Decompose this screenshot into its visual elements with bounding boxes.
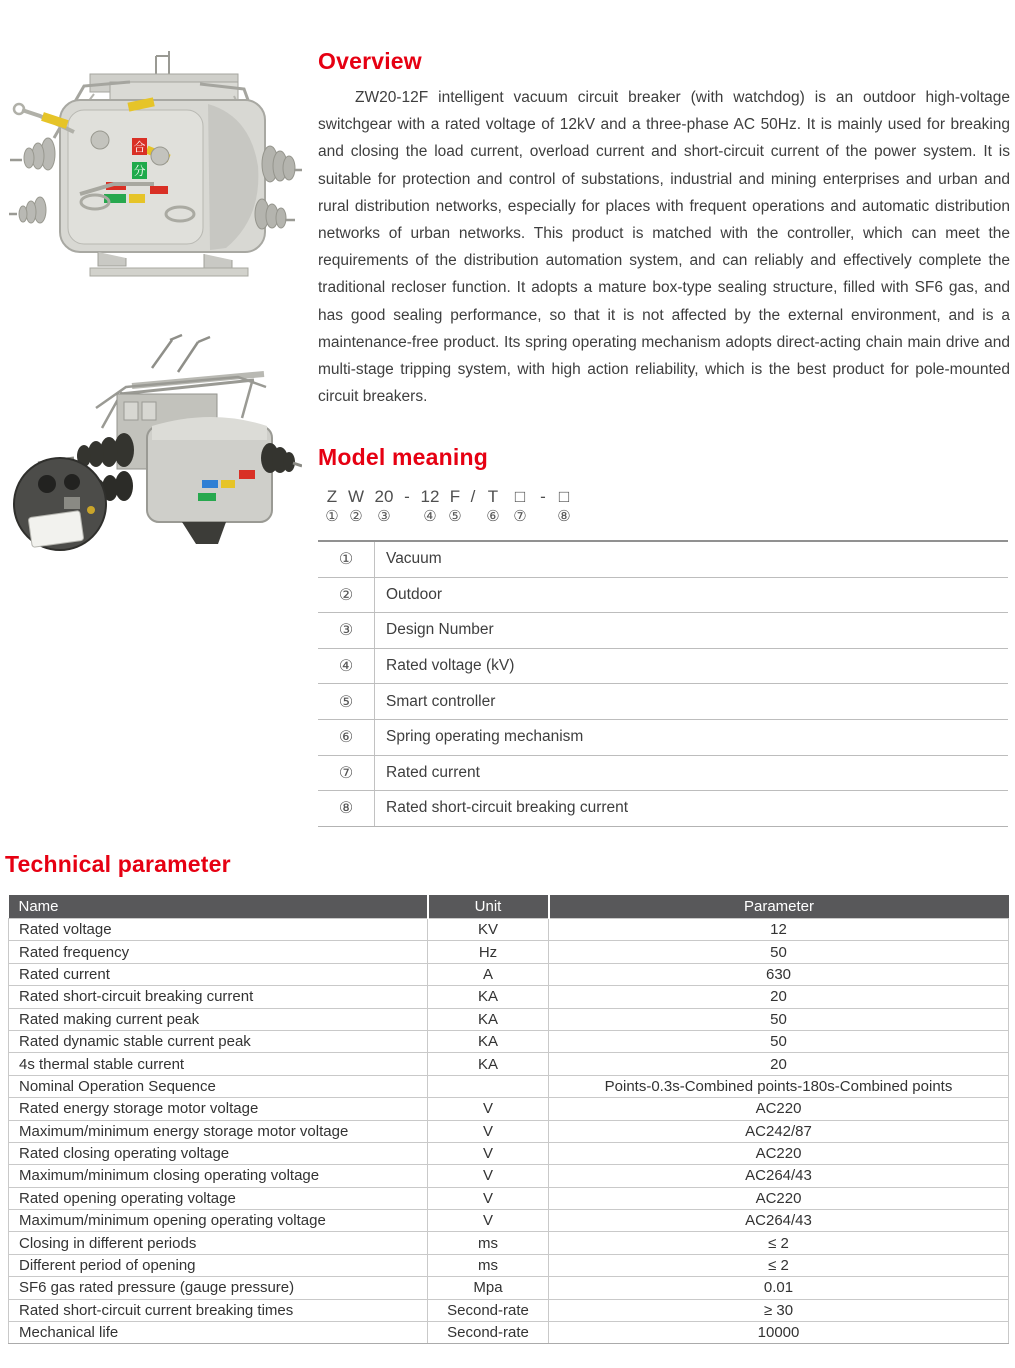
model-row-label: Spring operating mechanism [386, 728, 584, 746]
tech-table-row [9, 1098, 1009, 1120]
model-code-slot [415, 487, 445, 525]
tech-cell-unit: Second-rate [428, 1322, 549, 1344]
model-code-slot [505, 487, 535, 525]
model-code-char: - [404, 487, 410, 506]
model-meaning-row [318, 756, 1008, 792]
tech-cell-name: Rated short-circuit current breaking times [9, 1299, 428, 1321]
model-row-label: Rated short-circuit breaking current [386, 799, 629, 817]
model-code-char: F [449, 487, 461, 506]
tech-cell-unit: V [428, 1187, 549, 1209]
model-row-label: Design Number [386, 621, 494, 639]
tech-cell-unit: ms [428, 1232, 549, 1254]
tech-cell-parameter: 630 [549, 963, 1009, 985]
tech-table-row [9, 1075, 1009, 1097]
tech-cell-parameter: AC264/43 [549, 1165, 1009, 1187]
tech-table-row [9, 963, 1009, 985]
tech-cell-unit: V [428, 1210, 549, 1232]
overview-paragraph: ZW20-12F intelligent vacuum circuit breaker (with watchdog) is an outdoor high-voltage switchgear with a rated voltage of 12kV and a three-phase AC 50Hz. It is mainly used for breaking and closing the load current, overload current and short-circuit current of the power system. It is suitable for protection and control of substations, industrial and mining enterprises and urban and rural distribution networks, especially for places with frequent operations and automatic distribution networks of urban networks. This product is matched with the controller, which can meet the requirements of the distribution automation system, and can reliably and effectively complete the traditional recloser function. It adopts a mature box-type sealing structure, filled with SF6 gas, and has good sealing performance, so that it is not affected by the external environment, and is a maintenance-free product. Its spring operating mechanism adopts direct-acting chain main drive and multi-stage tripping system, with high action reliability, which is the best product for pole-mounted circuit breakers. [318, 89, 1010, 406]
model-row-number: ⑦ [318, 756, 375, 791]
tech-cell-parameter: 12 [549, 919, 1009, 941]
tech-cell-parameter: 0.01 [549, 1277, 1009, 1299]
tech-cell-parameter: AC220 [549, 1187, 1009, 1209]
tech-column-parameter: Parameter [549, 895, 1009, 919]
tech-table-header-row [9, 895, 1009, 919]
tech-table-row [9, 986, 1009, 1008]
model-meaning-row [318, 684, 1008, 720]
tech-cell-unit: V [428, 1120, 549, 1142]
tech-cell-parameter: 20 [549, 986, 1009, 1008]
tech-table-row [9, 1008, 1009, 1030]
tech-table-row [9, 1030, 1009, 1052]
tech-table-row [9, 1322, 1009, 1344]
model-row-label: Outdoor [386, 585, 443, 603]
tech-cell-name: Rated energy storage motor voltage [9, 1098, 428, 1120]
model-row-number: ⑥ [318, 720, 375, 755]
tech-cell-name: Different period of opening [9, 1254, 428, 1276]
breaker-controller-illustration [2, 330, 302, 568]
product-photo-breaker-front [8, 42, 303, 317]
model-code-slot [481, 487, 505, 525]
tech-cell-parameter: Points-0.3s-Combined points-180s-Combined points [549, 1075, 1009, 1097]
tech-cell-name: Closing in different periods [9, 1232, 428, 1254]
model-code-char: □ [558, 487, 570, 506]
tech-cell-parameter: 50 [549, 941, 1009, 963]
tech-table-row [9, 941, 1009, 963]
tech-table-row [9, 1142, 1009, 1164]
tech-cell-name: Rated opening operating voltage [9, 1187, 428, 1209]
tech-table-row [9, 1210, 1009, 1232]
tech-table-row [9, 1187, 1009, 1209]
tech-table-row [9, 1254, 1009, 1276]
tech-table-row [9, 1053, 1009, 1075]
technical-parameter-table [8, 895, 1009, 1344]
model-row-label: Smart controller [386, 692, 496, 710]
model-code-number: ③ [377, 508, 391, 525]
model-code-slot [535, 487, 551, 509]
tech-cell-parameter: 10000 [549, 1322, 1009, 1344]
tech-table-row [9, 1120, 1009, 1142]
model-code-slot [321, 487, 343, 525]
model-row-number: ① [318, 542, 375, 577]
model-meaning-row [318, 720, 1008, 756]
model-meaning-table [318, 540, 1008, 827]
tech-cell-name: Mechanical life [9, 1322, 428, 1344]
tech-cell-name: Rated closing operating voltage [9, 1142, 428, 1164]
tech-cell-name: Rated making current peak [9, 1008, 428, 1030]
model-meaning-row [318, 791, 1008, 826]
tech-cell-parameter: AC220 [549, 1098, 1009, 1120]
tech-cell-name: Rated voltage [9, 919, 428, 941]
model-code-slot [399, 487, 415, 509]
model-code-number: ① [325, 508, 339, 525]
model-row-number: ② [318, 578, 375, 613]
tech-cell-parameter: 20 [549, 1053, 1009, 1075]
product-photo-breaker-with-controller [2, 330, 302, 568]
model-code-slot [551, 487, 577, 525]
model-code-char: - [540, 487, 546, 506]
tech-cell-unit: V [428, 1098, 549, 1120]
tech-cell-parameter: ≤ 2 [549, 1232, 1009, 1254]
tech-cell-name: Nominal Operation Sequence [9, 1075, 428, 1097]
model-meaning-row [318, 578, 1008, 614]
model-row-label: Vacuum [386, 550, 442, 568]
tech-cell-unit: A [428, 963, 549, 985]
tech-column-name: Name [9, 895, 428, 919]
overview-heading: Overview [318, 48, 422, 74]
model-code-slot [465, 487, 481, 509]
model-meaning-row [318, 613, 1008, 649]
tech-cell-parameter: 50 [549, 1008, 1009, 1030]
tech-cell-unit: KA [428, 1008, 549, 1030]
tech-table-row [9, 1299, 1009, 1321]
tech-cell-unit: KA [428, 1053, 549, 1075]
model-code-number: ⑥ [486, 508, 500, 525]
model-meaning-heading: Model meaning [318, 444, 489, 470]
tech-cell-unit: Mpa [428, 1277, 549, 1299]
technical-parameter-heading: Technical parameter [5, 851, 231, 877]
tech-cell-name: Rated dynamic stable current peak [9, 1030, 428, 1052]
tech-cell-name: Rated short-circuit breaking current [9, 986, 428, 1008]
open-label: 分 [133, 164, 146, 178]
tech-table-row [9, 1232, 1009, 1254]
tech-cell-name: SF6 gas rated pressure (gauge pressure) [9, 1277, 428, 1299]
tech-cell-unit: Second-rate [428, 1299, 549, 1321]
model-row-label: Rated voltage (kV) [386, 657, 515, 675]
tech-cell-unit: V [428, 1165, 549, 1187]
tech-table-row [9, 1277, 1009, 1299]
model-code-char: 12 [420, 487, 440, 506]
model-code-char: 20 [374, 487, 394, 506]
tech-cell-parameter: AC220 [549, 1142, 1009, 1164]
model-code-number: ⑧ [557, 508, 571, 525]
tech-cell-unit: KA [428, 986, 549, 1008]
tech-cell-unit: ms [428, 1254, 549, 1276]
tech-cell-name: Maximum/minimum closing operating voltage [9, 1165, 428, 1187]
model-code-char: T [487, 487, 499, 506]
model-code-number: ② [349, 508, 363, 525]
close-label: 合 [133, 140, 146, 154]
tech-cell-unit [428, 1075, 549, 1097]
model-code-slot [369, 487, 399, 525]
tech-cell-name: Maximum/minimum energy storage motor voltage [9, 1120, 428, 1142]
tech-cell-unit: Hz [428, 941, 549, 963]
tech-cell-parameter: AC242/87 [549, 1120, 1009, 1142]
model-row-number: ⑧ [318, 791, 375, 826]
model-code-slot [343, 487, 369, 525]
breaker-front-illustration [8, 42, 303, 317]
tech-table-row [9, 1165, 1009, 1187]
model-row-number: ③ [318, 613, 375, 648]
model-row-label: Rated current [386, 763, 480, 781]
tech-table-body [9, 919, 1009, 1344]
tech-table-row [9, 919, 1009, 941]
tech-cell-parameter: AC264/43 [549, 1210, 1009, 1232]
model-code-slot [445, 487, 465, 525]
tech-cell-parameter: ≤ 2 [549, 1254, 1009, 1276]
tech-cell-parameter: ≥ 30 [549, 1299, 1009, 1321]
tech-cell-unit: KV [428, 919, 549, 941]
tech-cell-name: Rated current [9, 963, 428, 985]
model-row-number: ④ [318, 649, 375, 684]
model-code-char: Z [326, 487, 338, 506]
model-code-char: W [347, 487, 365, 506]
model-code-char: / [470, 487, 476, 506]
tech-cell-unit: KA [428, 1030, 549, 1052]
tech-cell-unit: V [428, 1142, 549, 1164]
model-code-number: ⑤ [448, 508, 462, 525]
tech-cell-parameter: 50 [549, 1030, 1009, 1052]
model-code-number: ⑦ [513, 508, 527, 525]
model-code [321, 487, 577, 525]
tech-cell-name: 4s thermal stable current [9, 1053, 428, 1075]
tech-cell-name: Rated frequency [9, 941, 428, 963]
model-row-number: ⑤ [318, 684, 375, 719]
model-code-number: ④ [423, 508, 437, 525]
tech-column-unit: Unit [428, 895, 549, 919]
model-code-char: □ [514, 487, 526, 506]
model-meaning-row [318, 542, 1008, 578]
tech-cell-name: Maximum/minimum opening operating voltage [9, 1210, 428, 1232]
model-meaning-row [318, 649, 1008, 685]
